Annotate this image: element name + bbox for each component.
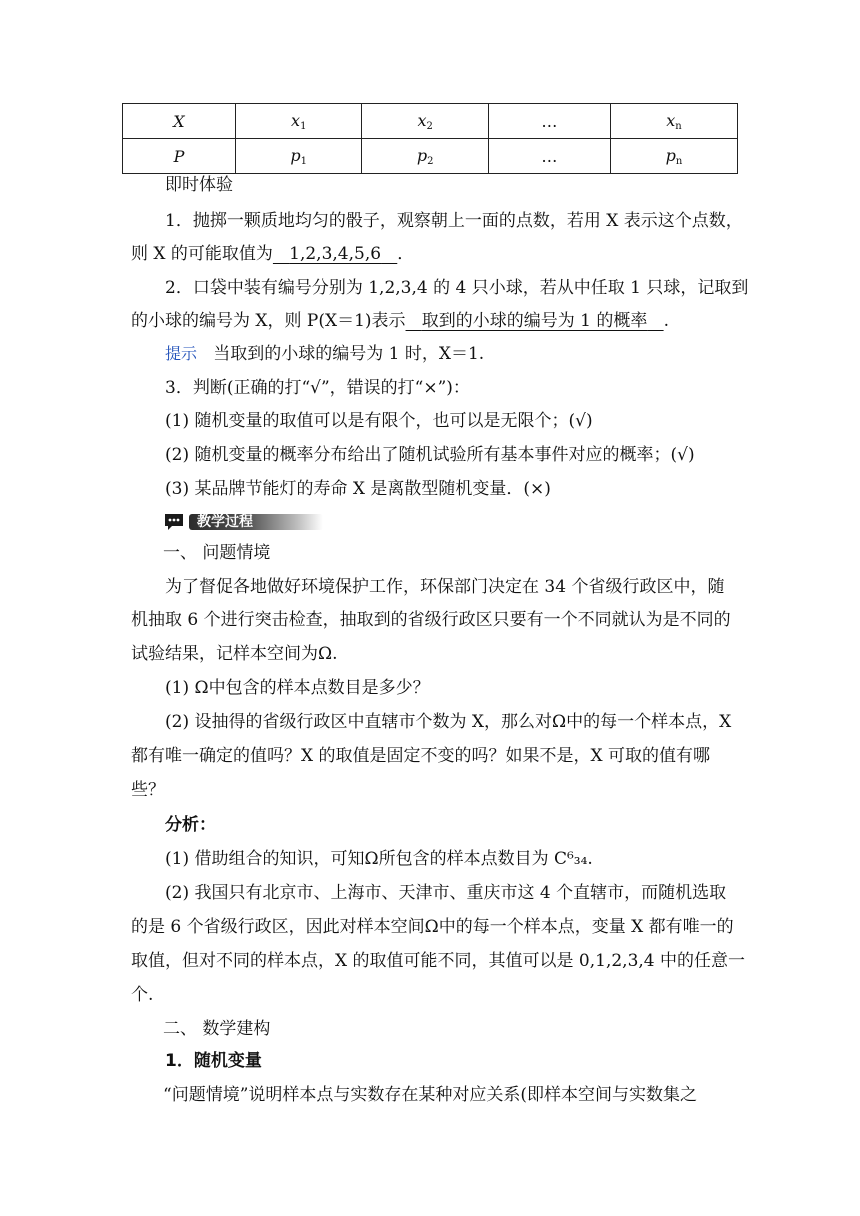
- question-line: 都有唯一确定的值吗？X 的取值是固定不变的吗？如果不是，X 可取的值有哪: [131, 746, 711, 766]
- table-cell: $x_n$: [610, 104, 737, 139]
- table-cell: $p_2$: [362, 139, 488, 174]
- question-2-line-2: 的小球的编号为 X，则 P(X＝1)表示 取到的小球的编号为 1 的概率 .: [131, 311, 669, 331]
- question-1-line-1: 1．抛掷一颗质地均匀的骰子，观察朝上一面的点数，若用 X 表示这个点数，: [165, 211, 743, 231]
- paragraph-line: 试验结果，记样本空间为Ω.: [131, 644, 338, 664]
- question-3-item-3: (3) 某品牌节能灯的寿命 X 是离散型随机变量．(×): [165, 479, 551, 499]
- row-header-p: P: [123, 139, 236, 174]
- speech-bubble-icon: [163, 512, 185, 532]
- question-3-item-1: (1) 随机变量的取值可以是有限个，也可以是无限个；(√): [165, 411, 593, 431]
- question-3-item-2: (2) 随机变量的概率分布给出了随机试验所有基本事件对应的概率；(√): [165, 445, 695, 465]
- question-1-line-2: 则 X 的可能取值为 1,2,3,4,5,6 ．: [131, 244, 415, 264]
- question-line: (1) Ω中包含的样本点数目是多少？: [165, 678, 430, 698]
- experience-title: 即时体验: [165, 175, 233, 195]
- table-row: [123, 139, 738, 174]
- question-line: 些？: [131, 780, 165, 800]
- probability-distribution-table: [122, 103, 738, 174]
- analysis-line: 取值，但对不同的样本点，X 的取值可能不同，其值可以是 0,1,2,3,4 中的任意一: [131, 951, 746, 971]
- paragraph-line: 机抽取 6 个进行突击检查，抽取到的省级行政区只要有一个不同就认为是不同的: [131, 610, 731, 630]
- question-line: (2) 设抽得的省级行政区中直辖市个数为 X，那么对Ω中的每一个样本点，X: [165, 712, 732, 732]
- section-banner: [163, 512, 323, 532]
- table-cell: $p_n$: [610, 139, 737, 174]
- analysis-line: (2) 我国只有北京市、上海市、天津市、重庆市这 4 个直辖市，而随机选取: [165, 883, 727, 903]
- table-row: [123, 104, 738, 139]
- banner-label: 教学过程: [197, 514, 253, 530]
- hint-label: 提示: [165, 344, 198, 363]
- table-cell: $p_1$: [236, 139, 362, 174]
- question-3-title: 3．判断(正确的打“√”，错误的打“×”)：: [165, 378, 470, 398]
- analysis-line: 的是 6 个省级行政区，因此对样本空间Ω中的每一个样本点，变量 X 都有唯一的: [131, 917, 734, 937]
- analysis-line: (1) 借助组合的知识，可知Ω所包含的样本点数目为 C⁶₃₄.: [165, 849, 593, 869]
- answer-blank: 取到的小球的编号为 1 的概率: [421, 311, 648, 331]
- row-header-x: X: [123, 104, 236, 139]
- table-cell: $x_1$: [236, 104, 362, 139]
- answer-blank: 1,2,3,4,5,6: [289, 244, 382, 264]
- paragraph-line: 为了督促各地做好环境保护工作，环保部门决定在 34 个省级行政区中，随: [165, 577, 725, 597]
- paragraph-line: “问题情境”说明样本点与实数存在某种对应关系(即样本空间与实数集之: [163, 1085, 698, 1105]
- analysis-line: 个.: [131, 985, 154, 1005]
- table-cell: …: [488, 139, 610, 174]
- hint: 提示 当取到的小球的编号为 1 时，X＝1.: [165, 344, 485, 364]
- section-2-title: 二、 数学建构: [163, 1019, 271, 1039]
- table-cell: …: [488, 104, 610, 139]
- analysis-title: 分析：: [165, 815, 216, 835]
- question-2-line-1: 2．口袋中装有编号分别为 1,2,3,4 的 4 只小球，若从中任取 1 只球，记取到: [165, 278, 749, 298]
- table-cell: $x_2$: [362, 104, 488, 139]
- section-1-title: 一、 问题情境: [163, 543, 271, 563]
- subsection-title: 1．随机变量: [165, 1051, 262, 1071]
